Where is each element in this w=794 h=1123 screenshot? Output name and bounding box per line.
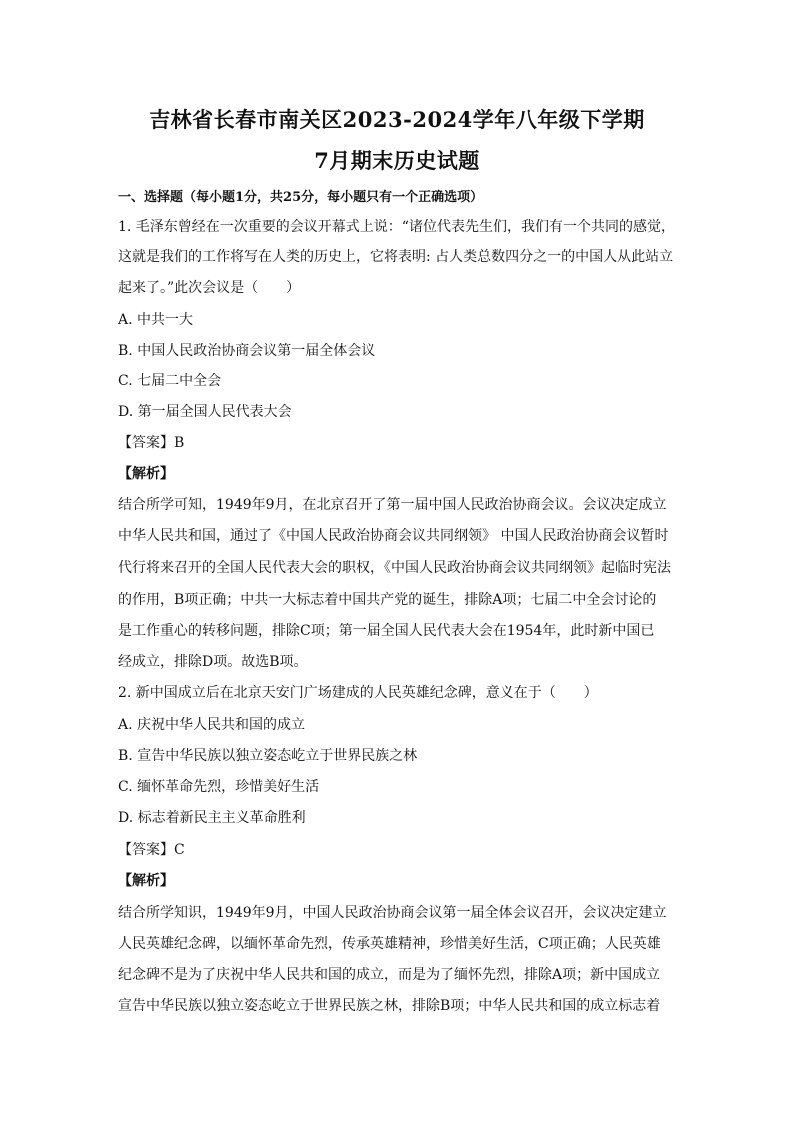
q2-option-c: C. 缅怀革命先烈，珍惜美好生活 [118,779,320,795]
q2-analysis-line-2: 人民英雄纪念碑，以缅怀革命先烈，传承英雄精神，珍惜美好生活，C项正确；人民英雄 [118,936,661,952]
q1-analysis-label: 【解析】 [118,466,174,482]
q1-answer: 【答案】B [118,435,185,451]
q1-option-a: A. 中共一大 [118,312,194,328]
q2-option-a: A. 庆祝中华人民共和国的成立 [118,717,306,733]
q1-stem-line-2: 这就是我们的工作将写在人类的历史上，它将表明: 占人类总数四分之一的中国人从此站立 [118,249,674,265]
q2-analysis-line-1: 结合所学知识，1949年9月，中国人民政治协商会议第一届全体会议召开，会议决定建立 [118,905,667,921]
q1-analysis-line-4: 的作用，B项正确；中共一大标志着中国共产党的诞生，排除A项；七届二中全会讨论的 [118,592,657,608]
q2-option-b: B. 宣告中华民族以独立姿态屹立于世界民族之林 [118,748,418,764]
q1-analysis-line-1: 结合所学可知，1949年9月，在北京召开了第一届中国人民政治协商会议。会议决定成立 [118,497,667,513]
exam-title-line-2: 7月期末历史试题 [314,148,480,173]
q1-analysis-line-5: 是工作重心的转移问题，排除C项；第一届全国人民代表大会在1954年，此时新中国已 [118,623,655,639]
q2-option-d: D. 标志着新民主主义革命胜利 [118,810,306,826]
exam-title-line-1: 吉林省长春市南关区2023-2024学年八年级下学期 [149,107,645,132]
q1-stem-line-3: 起来了。”此次会议是（ ） [118,280,301,296]
q2-analysis-line-4: 宣告中华民族以独立姿态屹立于世界民族之林，排除B项；中华人民共和国的成立标志着 [118,998,661,1014]
q1-analysis-line-2: 中华人民共和国，通过了《中国人民政治协商会议共同纲领》 中国人民政治协商会议暂时 [118,528,669,544]
q1-option-d: D. 第一届全国人民代表大会 [118,404,292,420]
section-heading: 一、选择题（每小题1分，共25分，每小题只有一个正确选项） [118,190,484,205]
q2-analysis-line-3: 纪念碑不是为了庆祝中华人民共和国的成立，而是为了缅怀先烈，排除A项；新中国成立 [118,967,661,983]
q1-analysis-line-6: 经成立，排除D项。故选B项。 [118,654,308,670]
q2-answer: 【答案】C [118,842,185,858]
q1-option-b: B. 中国人民政治协商会议第一届全体会议 [118,343,376,359]
q2-stem-line-1: 2. 新中国成立后在北京天安门广场建成的人民英雄纪念碑，意义在于（ ） [118,685,598,701]
q1-stem-line-1: 1. 毛泽东曾经在一次重要的会议开幕式上说：“诸位代表先生们，我们有一个共同的感觉， [118,219,675,235]
q1-option-c: C. 七届二中全会 [118,373,222,389]
q2-analysis-label: 【解析】 [118,873,174,889]
q1-analysis-line-3: 代行将来召开的全国人民代表大会的职权，《中国人民政治协商会议共同纲领》起临时宪法 [118,560,671,576]
